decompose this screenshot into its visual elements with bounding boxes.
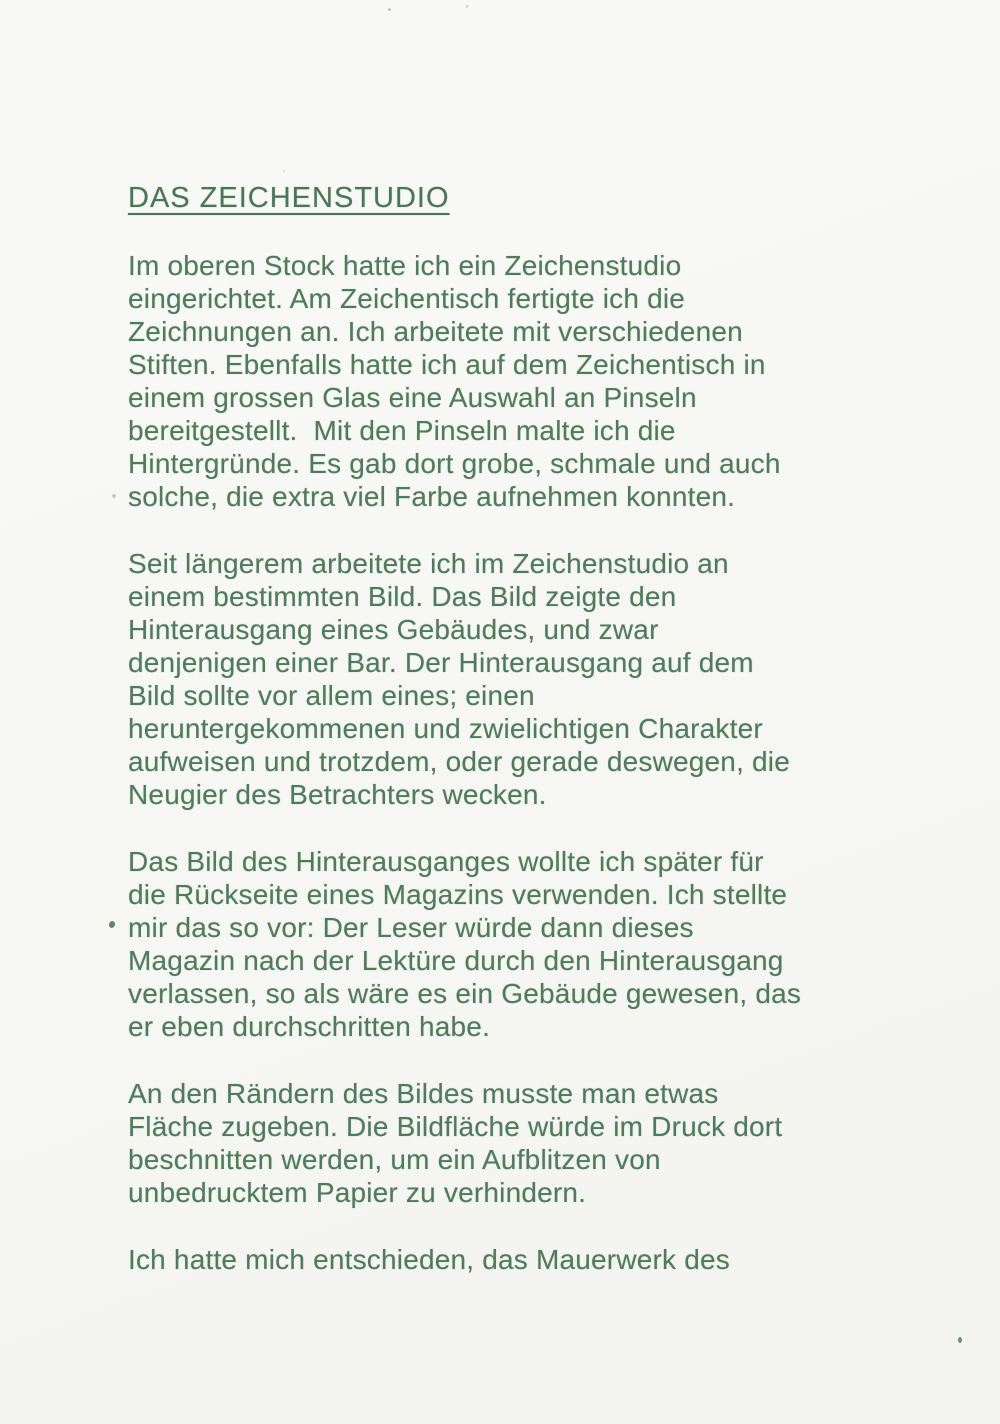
paragraph-raender: [128, 1077, 908, 1209]
text-line: eingerichtet. Am Zeichentisch fertigte ich die: [128, 283, 686, 314]
text-line: solche, die extra viel Farbe aufnehmen konnten.: [128, 481, 736, 512]
text-line: Seit längerem arbeitete ich im Zeichenstudio an: [128, 548, 729, 579]
text-line: bereitgestellt. Mit den Pinseln malte ich die: [128, 415, 676, 446]
text-line: An den Rändern des Bildes musste man etwas: [128, 1078, 719, 1109]
text-line: mir das so vor: Der Leser würde dann dieses: [128, 912, 694, 943]
text-line: einem grossen Glas eine Auswahl an Pinseln: [128, 382, 697, 413]
text-line: Das Bild des Hinterausganges wollte ich später für: [128, 846, 764, 877]
text-line: die Rückseite eines Magazins verwenden. Ich stellte: [128, 879, 788, 910]
text-line: Hinterausgang eines Gebäudes, und zwar: [128, 614, 659, 645]
scan-speck: [388, 8, 391, 11]
text-line: einem bestimmten Bild. Das Bild zeigte den: [128, 581, 677, 612]
text-line: verlassen, so als wäre es ein Gebäude gewesen, das: [128, 978, 802, 1009]
text-line: Neugier des Betrachters wecken.: [128, 779, 547, 810]
scan-speck: [466, 5, 468, 8]
text-line: Fläche zugeben. Die Bildfläche würde im Druck dort: [128, 1111, 783, 1142]
text-column: [128, 180, 908, 1276]
paragraph-magazin: [128, 845, 908, 1043]
text-line: Ich hatte mich entschieden, das Mauerwerk des: [128, 1244, 730, 1275]
scan-speck: [958, 1337, 962, 1343]
scan-speck: [112, 494, 116, 498]
page-title: DAS ZEICHENSTUDIO: [128, 182, 450, 214]
text-line: denjenigen einer Bar. Der Hinterausgang auf dem: [128, 647, 754, 678]
paragraph-bild-beschreibung: [128, 547, 908, 811]
text-line: aufweisen und trotzdem, oder gerade deswegen, die: [128, 746, 791, 777]
paragraph-mauerwerk: [128, 1243, 908, 1276]
text-line: Stiften. Ebenfalls hatte ich auf dem Zeichentisch in: [128, 349, 766, 380]
scan-speck: [108, 920, 116, 929]
text-line: Zeichnungen an. Ich arbeitete mit verschiedenen: [128, 316, 743, 347]
text-line: Im oberen Stock hatte ich ein Zeichenstudio: [128, 250, 682, 281]
text-line: unbedrucktem Papier zu verhindern.: [128, 1177, 587, 1208]
paragraph-studio-intro: [128, 249, 908, 513]
scan-speck: [283, 170, 285, 172]
text-line: er eben durchschritten habe.: [128, 1011, 491, 1042]
text-line: Magazin nach der Lektüre durch den Hinterausgang: [128, 945, 784, 976]
text-line: beschnitten werden, um ein Aufblitzen von: [128, 1144, 661, 1175]
text-line: Bild sollte vor allem eines; einen: [128, 680, 535, 711]
text-line: Hintergründe. Es gab dort grobe, schmale und auch: [128, 448, 781, 479]
text-line: heruntergekommenen und zwielichtigen Charakter: [128, 713, 763, 744]
